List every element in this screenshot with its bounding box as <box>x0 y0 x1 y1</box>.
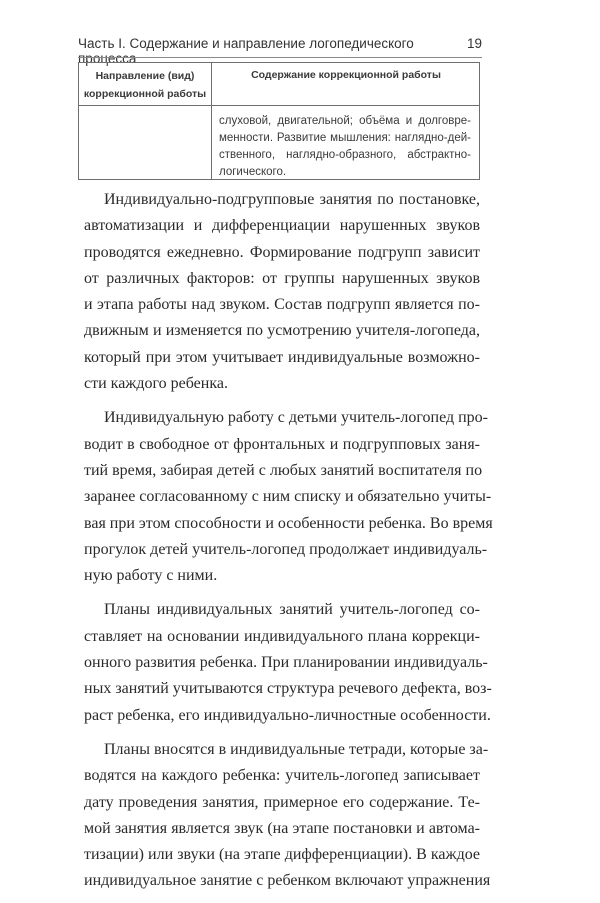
text-line: проводятся ежедневно. Формирование подгрупп зависит <box>84 243 480 261</box>
text-line: сти каждого ребенка. <box>84 375 228 393</box>
cell-line: менности. Развитие мышления: наглядно-дей- <box>219 132 471 144</box>
text-line: мой занятия является звук (на этапе постановки и автома- <box>84 819 480 837</box>
text-line: прогулок детей учитель-логопед продолжает индивидуаль- <box>84 540 488 558</box>
table-header-content: Содержание коррекционной работы <box>251 69 441 81</box>
column-divider <box>211 63 212 179</box>
text-line: и этапа работы над звуком. Состав подгрупп является по- <box>84 296 480 314</box>
text-line: ную работу с ними. <box>84 567 218 585</box>
cell-line: ственного, наглядно-образного, абстрактно- <box>219 149 471 161</box>
text-line: раст ребенка, его индивидуально-личностные особенности. <box>84 706 491 724</box>
text-line: водятся на каждого ребенка: учитель-логопед записывает <box>84 767 480 785</box>
paragraph <box>84 405 493 589</box>
table-header-rule <box>79 105 479 106</box>
text-line: тизации) или звуки (на этапе дифференциации). В каждое <box>84 846 480 864</box>
text-line: водит в свободное от фронтальных и подгрупповых заня- <box>84 435 480 453</box>
text-line: Индивидуальную работу с детьми учитель-логопед про- <box>104 409 488 427</box>
text-line: от различных факторов: от группы нарушенных звуков <box>84 269 480 287</box>
text-line: индивидуальное занятие с ребенком включают упражнения <box>84 872 491 890</box>
paragraph <box>84 737 491 895</box>
table-cell-content <box>219 113 471 181</box>
text-line: Индивидуально-подгрупповые занятия по постановке, <box>104 191 480 208</box>
correction-table <box>78 62 480 180</box>
text-line: онного развития ребенка. При планировании индивидуаль- <box>84 654 488 672</box>
text-line: Планы вносятся в индивидуальные тетради, которые за- <box>104 740 489 758</box>
text-line: дату проведения занятия, примерное его содержание. Те- <box>84 793 480 811</box>
text-line: вая при этом способности и особенности ребенка. Во время <box>84 514 493 532</box>
paragraph <box>84 187 480 397</box>
chapter-title: Часть I. Содержание и направление логопедического процесса <box>78 36 414 66</box>
body-text <box>84 187 493 903</box>
header-line: коррекционной работы <box>83 88 207 100</box>
text-line: Планы индивидуальных занятий учитель-логопед со- <box>104 601 480 619</box>
text-line: тий время, забирая детей с любых занятий воспитателя по <box>84 461 483 479</box>
header-rule <box>78 57 482 58</box>
page-number: 19 <box>466 36 482 51</box>
cell-line: слуховой, двигательной; объёма и долговре- <box>219 115 471 127</box>
text-line: который при этом учитывает индивидуальные возможно- <box>84 348 480 366</box>
text-line: ставляет на основании индивидуального плана коррекци- <box>84 627 480 645</box>
text-line: ных занятий учитываются структура речевого дефекта, воз- <box>84 680 492 698</box>
table-header-direction <box>83 67 207 103</box>
text-line: автоматизации и дифференциации нарушенных звуков <box>84 217 480 235</box>
paragraph <box>84 597 492 728</box>
cell-line: логического. <box>219 166 287 178</box>
text-line: заранее согласованному с ним списку и обязательно учиты- <box>84 488 492 506</box>
text-line: движным и изменяется по усмотрению учителя-логопеда, <box>84 322 480 340</box>
header-line: Направление (вид) <box>95 70 195 82</box>
